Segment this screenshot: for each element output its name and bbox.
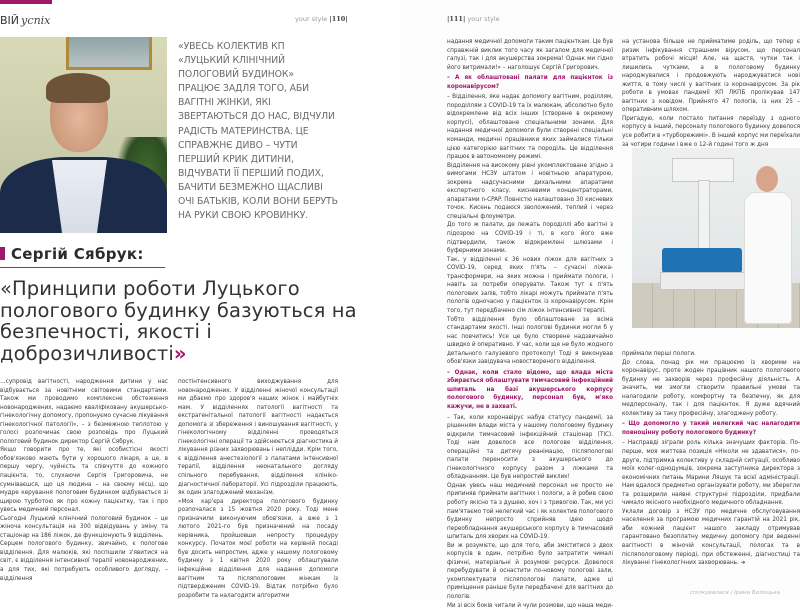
- section-title-text: ВІЙ: [0, 14, 20, 27]
- paragraph: Однак увесь наш медичний персонал не просто не припиняв приймати вагітних і пологи, а й робив свою роботу якісно та з душею, хоч і з тривогою. Так, ми усі пам'ятаємо той нелегкий час і як колектив пологового будинку непросто сприйняв ідею щодо переобладнання акушерського корпусу в тимчасовий шпиталь для хворих на COVID-19.: [447, 482, 613, 541]
- body-column-2: [178, 378, 338, 600]
- page-left: [0, 0, 400, 600]
- paragraph: – Насправді зіграли роль кілька значущих факторів. По-перше, моя життєва позиція «Ніколи не здаватися», по-друге, підтримка колективу у складній ситуації, особливо моїх колег-однодумців, зокрема заступника директора з економічних питань Марини Ляшук та всієї адміністрації. Нам вдалося предметно організувати роботу, ми зберегли та розширили наявні структурні підрозділи, придбали чимало якісного необхідного медичного обладнання.: [622, 440, 800, 507]
- ward-photo: [632, 148, 800, 328]
- doctor-uniform: [744, 192, 792, 324]
- interview-question: – Що допомогло у такий нелегкий час налагодити повноцінну роботу пологового будинку?: [622, 421, 800, 436]
- running-head-text: your style: [295, 15, 328, 23]
- doctor-face: [756, 166, 778, 192]
- paragraph: Так, у відділенні є 36 нових ліжок для вагітних з COVID-19, серед яких п'ять – сучасні ліжка-трансформери, на яких можна і приймати пологи, і навіть за потреби оперувати. Також тут є п'ять пологових залів, тобто лікарі можуть приймати п'ять пологів одночасно у пацієнток із коронавірусом. Крім того, тут передбачено сім ліжок інтенсивної терапії.: [447, 256, 613, 314]
- paragraph: До того ж палати, де лежать породіллі або вагітні з підозрою на COVID-19 і ті, в кого його вже підтвердили, також відокремлені шлюзами і буферними зонами.: [447, 222, 613, 255]
- accent-bar: [0, 247, 5, 260]
- paragraph: Серцем пологового будинку, звичайно, є пологове відділення. Для малюків, які поспішили з'явитися на світ, є відділення інтенсивної терапії новонароджених, а для тих, які потребують особливого догляду, – відділення: [0, 541, 168, 582]
- interview-question: – Однак, коли стало відомо, що влада міста збирається облаштувати тимчасовий інфекційний шпиталь на базі акушерського корпусу пологового будинку, персонал був, м'яко кажучи, не в захваті.: [447, 369, 613, 410]
- interview-question: – А як облаштовані палати для пацієнток із коронавірусом?: [447, 75, 613, 90]
- author-credit: спілкувалася / Ірина Белоцька: [690, 590, 781, 596]
- paragraph: Уклали договір з НСЗУ про медичне обслуговування населення за програмою медичних гарантій на 2021 рік, аби кожний пацієнт нашого закладу отримував гарантовано безоплатну медичну допомогу при веденні вагітності в жіночій консультації, пологах та в післяпологовому періоді, при обстеженні, діагностиці та лікуванні гінекологічних захворювань. ➔: [622, 508, 800, 567]
- pull-quote: «УВЕСЬ КОЛЕКТИВ КП «ЛУЦЬКИЙ КЛІНІЧНИЙ ПОЛОГОВИЙ БУДИНОК» ПРАЦЮЄ ЗАДЛЯ ТОГО, АБИ ВАГІТНІ ЖІНКИ, ЯКІ ЗВЕРТАЮТЬСЯ ДО НАС, ВІДЧУЛИ РАДІСТЬ МАТЕРИНСТВА. ЦЕ СПРАВЖНЄ ДИВО – ЧУТИ ПЕРШИЙ КРИК ДИТИНИ, ВІДЧУВАТИ ЇЇ ПЕРШИЙ ПОДИХ, БАЧИТИ БЕЗМЕЖНО ЩАСЛИВІ ОЧІ БАТЬКІВ, КОЛИ ВОНИ БЕРУТЬ НА РУКИ СВОЮ КРОВИНКУ.: [178, 41, 338, 222]
- paragraph: …супровід вагітності, народження дитини у нас відбувається за новітніми світовими стандартами. Також ми проводимо комплексне обстеження новонароджених, надаємо кваліфіковану акушерсько-гінекологічну допомогу, пропонуємо сучасне лікування гінекологічної патології», – з безмежною теплотою у голосі розпочинає свою розповідь про Луцький пологовий будинок директор Сергій Сябрук.: [0, 379, 168, 445]
- warmer-pole: [698, 180, 710, 252]
- paragraph: До слова, понад рік ми працюємо із хворими на коронавірус, проте жоден працівник нашого пологового будинку не захворів через професійну діяльність. А значить, ми змогли створити правильні умови та налагодили роботу, комфортну та безпечну, як для медперсоналу, так і для пацієнток. Я дуже вдячний колективу за таку професійну, злагоджену роботу.: [622, 359, 800, 417]
- paragraph: – Так, коли коронавірус набув статусу пандемії, за рішенням влади міста у нашому пологовому будинку відкрили тимчасовий інфекційний стаціонар (ТІС). Тоді нам довелося все пологове відділення, операційні та дитячу реанімацію, післяпологові палати переносити з акушерського до гінекологічного корпусу разом з ліжками та обладнанням. Це був непростий виклик!: [447, 414, 613, 481]
- paragraph: Пригадую, коли постало питання переїзду з одного корпусу в інший, персоналу пологового будинку довелося усе робити в «турборежимі». В інший корпус ми переїхали за чотири години і вже о 12-й годині того ж дня: [622, 115, 800, 148]
- paragraph: приймали перші пологи.: [622, 351, 696, 357]
- portrait-photo: [0, 37, 167, 233]
- picture-frame: [66, 37, 152, 70]
- paragraph: «Моя кар'єра директора пологового будинку розпочалася з 15 жовтня 2020 року. Тоді мене призначили виконуючим обов'язки, а вже з 1 лютого 2021-го був призначений на посаду керівника, пройшовши непросту процедуру конкурсу. Початок моєї роботи на керівній посаді був досить непростим, адже у нашому пологовому будинку з 1 квітня 2020 року облаштували інфекційне відділення для надання допомоги вагітним та післяпологовим жінкам із підтвердженим COVID-19. Відтак потрібно було розробити та налагодити алгоритми: [178, 498, 338, 599]
- paragraph: Ми зі всіх боків читали й чули розмови, що наша меди-: [447, 602, 613, 609]
- body-column-4-bottom: [622, 350, 800, 568]
- paragraph: на установа більше не прийматиме роділь, що тепер є ризик інфікування страшним вірусом, що персонал втратить робочі місця! Але, на щастя, чутки так і лишились чутками, а в пологовому будинку народжувалися і продовжують народжуватися нові життя, в тому числі у вагітних із коронавірусом. За рік роботи в умовах пандемії КП ЛКПБ пролікував 147 вагітних з ковідом. Прийнято 47 пологів, із них 25 – оперативним шляхом.: [622, 39, 800, 114]
- section-tab-bar: [0, 0, 52, 4]
- paragraph: Відділення на високому рівні укомплектоване згідно з вимогами НСЗУ штатом і новітньою апаратурою, зокрема надсучасними дихальними апаратами експертного класу, кисневими концентраторами, апаратами n-CPAP. Повністю налаштовано 30 кисневих точок. Кисень подаюся зволожений, теплий і через спеціальні флоуметри.: [447, 162, 613, 220]
- body-column-3: [447, 38, 613, 610]
- paragraph: надання медичної допомоги таким пацієнткам. Це був справжній виклик того часу як загалом для медичної галузі, так і для акушерства зокрема! Однак ми гідно його витримали!» – наголошує Сергій Григорович.: [447, 39, 613, 71]
- section-title: [0, 14, 50, 27]
- running-head-text: your style: [467, 15, 500, 23]
- page-number: |111|: [447, 15, 466, 23]
- warmer-base: [660, 272, 746, 290]
- body-column-1: [0, 378, 168, 583]
- article-headline: «Принципи роботи Луцького пологового будинку базуються на безпечності, якості і доброзичливості»: [0, 277, 357, 365]
- paragraph: Сьогодні Луцький клінічний пологовий будинок – це жіноча консультація на 300 відвідувань у зміну та стаціонар на 186 ліжок, де функціонують 9 відділень.: [0, 515, 168, 539]
- hair: [46, 73, 110, 103]
- section-title-script: успіх: [21, 14, 51, 27]
- body-column-4-top: [622, 38, 800, 149]
- paragraph: – Відділення, яке надає допомогу вагітним, роділлям, породіллям з COVID-19 та їх малюкам, абсолютно було відокремлене від всіх інших (створене в окремому корпусі), облаштоване спеціальними зонами. Для надання медичної допомоги були створені спеціальні команди, медичні працівники яких займалися тільки цією категорією вагітних та породіль. Це відділення працює в автономному режимі.: [447, 94, 613, 161]
- paragraph: Ви ж розумієте, що для того, аби зміститися з двох корпусів в один, потрібно було затратити чималі фізичні, матеріальні й розумові ресурси. Довелося перебудувати й оснастити по-новому пологові зали, укомплектувати післяпологові палати, адже ці приміщення раніше були передбачені для вагітних до пологів.: [447, 542, 613, 600]
- blue-mattress: [662, 248, 742, 273]
- paragraph: Тобто відділення було облаштоване за всіма стандартами якості. Інші пологові будинки могли б у нас повчитись! Усе це було створене надзвичайно швидко й оперативно. У час, коли ще не було жодного детального галузевого протоколу! Тоді я виконував обов'язки завідувача новоствореного відділення.: [447, 316, 613, 366]
- paragraph: Якщо говорити про те, які особистісні якості обов'язково мають бути у хорошого лікаря, а це, в першу чергу, чуйність та співчуття до кожного пацієнта, то, слухаючи Сергія Григоровича, не сумніваєшся, що ця людина – на своєму місці, що мудре керування пологовим будинком відбувається зі щирою турботою як про кожну пацієнтку, так і про увесь медичний персонал.: [0, 447, 168, 514]
- interviewee-name: Сергій Сябрук:: [0, 245, 165, 268]
- page-number: |110|: [329, 15, 348, 23]
- running-head-left: [295, 15, 348, 23]
- paragraph: постінтенсивного виходжування для новонароджених. У відділенні жіночої консультації ми дбаємо про здоров'я наших жінок і майбутніх мам. У відділеннях патології вагітності та екстрагенітальної патології вагітності надається допомога зі збереження і виношування вагітності, у гінекологічному відділенні проводяться гінекологічні операції та здійснюється діагностика й лікування різних захворювань і неплідди. Крім того, є відділення анестезіології з палатами інтенсивної терапії, відділення неонатального догляду спільного перебування, відділення клініко-діагностичної лабораторії. Усі підрозділи працюють, як один злагоджений механізм.: [178, 379, 338, 497]
- running-head-right: [447, 15, 500, 23]
- infant-warmer-lamp: [672, 158, 734, 182]
